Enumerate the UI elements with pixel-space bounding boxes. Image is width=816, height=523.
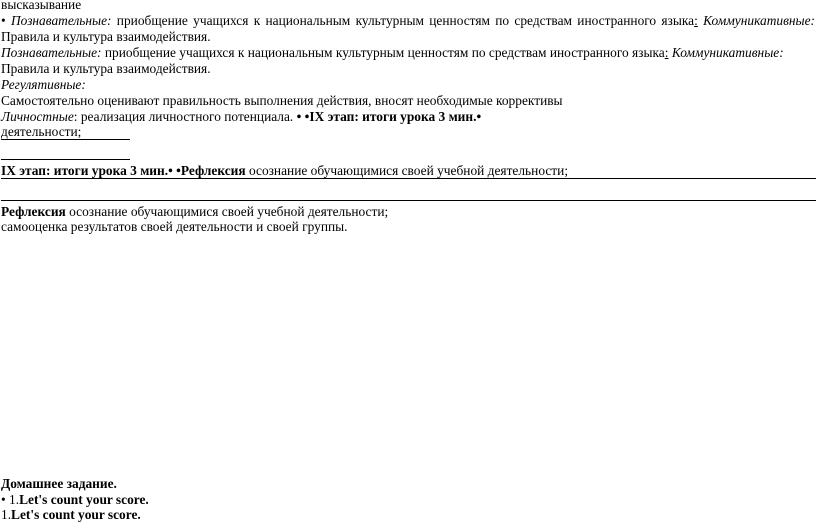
regulative-text: Самостоятельно оценивают правильность выполнения действия, вносят необходимые коррективы [1, 93, 563, 108]
reflection-text-2: осознание обучающимися своей учебной деятельности; [65, 204, 389, 219]
item-text-2: Let's count your score. [11, 507, 141, 522]
personal-text: : реализация личностного потенциала. [73, 109, 294, 124]
long-rule-1 [1, 178, 816, 179]
reflection-label: Рефлексия [180, 163, 246, 178]
cognitive-text: приобщение учащихся к национальным культурным ценностям по средствам иностранного языка [116, 13, 695, 28]
word-vyskazyvanie: высказывание [1, 0, 82, 12]
colon: : [694, 13, 698, 28]
item-number-2: 1. [1, 507, 12, 522]
stage-heading: IX этап: итоги урока 3 мин. [309, 109, 477, 124]
homework-title: Домашнее задание. [1, 476, 117, 491]
bullets: • • [296, 109, 310, 124]
cognitive-label: Познавательные: [11, 13, 112, 28]
cognitive-line-2 [1, 45, 784, 61]
cognitive-text-2: приобщение учащихся к национальным культурным ценностям по средствам иностранного языка [104, 45, 665, 60]
item-number: 1. [5, 492, 20, 507]
reflection-text: осознание обучающимися своей учебной деятельности; [245, 163, 569, 178]
cognitive-line-1 [1, 13, 815, 29]
colon-2: : [664, 45, 669, 60]
bullet-end: • [476, 109, 482, 124]
personal-line [1, 109, 481, 125]
stage-bullets: • • [168, 163, 181, 178]
personal-label: Личностные [1, 109, 74, 124]
rules-line-1: Правила и культура взаимодействия. [1, 29, 211, 44]
reflection-line [1, 204, 388, 220]
self-assessment-line: самооценка результатов своей деятельности и своей группы. [1, 219, 348, 234]
item-text: Let's count your score. [19, 492, 149, 507]
short-rule-2 [1, 159, 130, 160]
cognitive-label-2: Познавательные: [1, 45, 102, 60]
stage-heading-2: IX этап: итоги урока 3 мин. [1, 163, 169, 178]
rules-line-2: Правила и культура взаимодействия. [1, 61, 211, 76]
communicative-label-2: Коммуникативные: [671, 45, 784, 60]
bullet: • [1, 13, 6, 28]
bullet: • [1, 492, 6, 507]
stage-line [1, 163, 568, 179]
activity-word: деятельности; [1, 124, 82, 139]
homework-item-1 [1, 492, 149, 508]
long-rule-2 [1, 200, 816, 201]
regulative-label: Регулятивные: [1, 77, 86, 92]
reflection-label-2: Рефлексия [1, 204, 66, 219]
short-rule-1 [1, 139, 130, 140]
communicative-label: Коммуникативные: [703, 13, 815, 28]
